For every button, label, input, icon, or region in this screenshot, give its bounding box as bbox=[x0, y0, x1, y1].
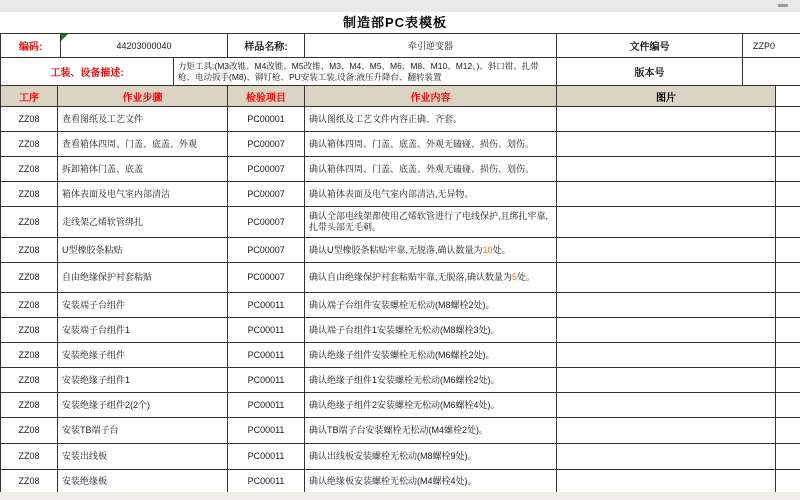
code-value: 44203000040 bbox=[116, 40, 172, 51]
picture-cell[interactable] bbox=[557, 107, 776, 132]
inspection-item-cell[interactable]: PC00011 bbox=[228, 343, 305, 368]
process-cell[interactable]: ZZ08 bbox=[1, 238, 58, 263]
process-cell[interactable]: ZZ08 bbox=[1, 207, 58, 238]
table-row bbox=[1, 132, 800, 157]
step-cell[interactable]: 自由绝缘保护衬套粘贴 bbox=[58, 263, 228, 293]
table-row bbox=[1, 393, 800, 418]
step-cell[interactable]: 安装绝缘子组件 bbox=[58, 343, 228, 368]
process-cell[interactable]: ZZ08 bbox=[1, 368, 58, 393]
sliver-cell[interactable] bbox=[776, 107, 800, 132]
header-content[interactable]: 作业内容 bbox=[305, 86, 557, 107]
table-row bbox=[1, 293, 800, 318]
process-cell[interactable]: ZZ08 bbox=[1, 263, 58, 293]
code-label-cell[interactable]: 编码: bbox=[1, 34, 61, 58]
content-cell[interactable]: 确认出线板安装螺栓无松动(M8螺栓9处)。 bbox=[305, 444, 557, 470]
picture-cell[interactable] bbox=[557, 343, 776, 368]
sliver-cell[interactable] bbox=[776, 157, 800, 182]
header-picture[interactable]: 图片 bbox=[557, 86, 776, 107]
inspection-item-cell[interactable]: PC00007 bbox=[228, 263, 305, 293]
inspection-item-cell[interactable]: PC00011 bbox=[228, 418, 305, 444]
info-row-1 bbox=[1, 34, 800, 58]
header-item[interactable]: 检验项目 bbox=[228, 86, 305, 107]
inspection-item-cell[interactable]: PC00011 bbox=[228, 444, 305, 470]
process-cell[interactable]: ZZ08 bbox=[1, 107, 58, 132]
inspection-item-cell[interactable]: PC00011 bbox=[228, 470, 305, 493]
content-cell[interactable]: 确认绝缘子组件安装螺栓无松动(M6螺栓2处)。 bbox=[305, 343, 557, 368]
process-cell[interactable]: ZZ08 bbox=[1, 444, 58, 470]
picture-cell[interactable] bbox=[557, 238, 776, 263]
inspection-item-cell[interactable]: PC00007 bbox=[228, 238, 305, 263]
process-cell[interactable]: ZZ08 bbox=[1, 393, 58, 418]
highlighted-count: 10 bbox=[482, 244, 493, 255]
excel-error-indicator-icon bbox=[61, 34, 68, 41]
sliver-cell[interactable] bbox=[776, 343, 800, 368]
version-label-cell[interactable]: 版本号 bbox=[557, 58, 743, 86]
sliver-cell[interactable] bbox=[776, 132, 800, 157]
picture-cell[interactable] bbox=[557, 293, 776, 318]
sliver-cell[interactable] bbox=[776, 182, 800, 207]
inspection-item-cell[interactable]: PC00011 bbox=[228, 368, 305, 393]
picture-cell[interactable] bbox=[557, 132, 776, 157]
tooling-value-cell[interactable] bbox=[174, 58, 557, 86]
process-cell[interactable]: ZZ08 bbox=[1, 418, 58, 444]
content-cell[interactable]: 确认绝缘子组件1安装螺栓无松动(M6螺栓2处)。 bbox=[305, 368, 557, 393]
table-row bbox=[1, 182, 800, 207]
sliver-cell[interactable] bbox=[776, 238, 800, 263]
doc-number-value-cell[interactable]: ZZP0 bbox=[743, 34, 800, 58]
picture-cell[interactable] bbox=[557, 182, 776, 207]
content-cell[interactable]: 确认绝缘子组件2安装螺栓无松动(M6螺栓4处)。 bbox=[305, 393, 557, 418]
header-sliver-cell[interactable] bbox=[776, 86, 800, 107]
sliver-cell[interactable] bbox=[776, 418, 800, 444]
title-bar bbox=[0, 0, 800, 12]
inspection-item-cell[interactable]: PC00001 bbox=[228, 107, 305, 132]
picture-cell[interactable] bbox=[557, 444, 776, 470]
table-row bbox=[1, 343, 800, 368]
header-process[interactable]: 工序 bbox=[1, 86, 58, 107]
process-cell[interactable]: ZZ08 bbox=[1, 318, 58, 343]
content-cell[interactable]: 确认自由绝缘保护衬套粘贴牢靠,无脱落,确认数量为5处。 bbox=[305, 263, 557, 293]
inspection-item-cell[interactable]: PC00011 bbox=[228, 393, 305, 418]
table-row bbox=[1, 107, 800, 132]
table-row bbox=[1, 368, 800, 393]
titlebar-dash-icon bbox=[778, 4, 788, 7]
highlighted-count: 5 bbox=[512, 272, 518, 282]
sheet-grid bbox=[0, 33, 800, 493]
table-row bbox=[1, 238, 800, 263]
step-cell[interactable]: 走线架乙烯软管绑扎 bbox=[58, 207, 228, 238]
picture-cell[interactable] bbox=[557, 157, 776, 182]
process-cell[interactable]: ZZ08 bbox=[1, 157, 58, 182]
process-cell[interactable]: ZZ08 bbox=[1, 293, 58, 318]
step-cell[interactable]: 安装绝缘子组件1 bbox=[58, 368, 228, 393]
inspection-item-cell[interactable]: PC00007 bbox=[228, 132, 305, 157]
sample-name-value-cell[interactable]: 牵引逆变器 bbox=[305, 34, 557, 58]
step-cell[interactable]: 安装端子台组件 bbox=[58, 293, 228, 318]
content-cell[interactable]: 确认U型橡胶条粘贴牢靠,无脱落,确认数量为10处。 bbox=[305, 238, 557, 263]
header-step[interactable]: 作业步骤 bbox=[58, 86, 228, 107]
sliver-cell[interactable] bbox=[776, 393, 800, 418]
page-title: 制造部PC表模板 bbox=[342, 15, 448, 30]
content-cell[interactable]: 确认绝缘板安装螺栓无松动(M4螺栓4处)。 bbox=[305, 470, 557, 493]
code-value-cell[interactable] bbox=[61, 34, 228, 58]
picture-cell[interactable] bbox=[557, 393, 776, 418]
picture-cell[interactable] bbox=[557, 368, 776, 393]
content-cell[interactable]: 确认箱体表面及电气室内部清洁,无异物。 bbox=[305, 182, 557, 207]
sliver-cell[interactable] bbox=[776, 207, 800, 238]
content-cell[interactable]: 确认端子台组件安装螺栓无松动(M8螺栓2处)。 bbox=[305, 293, 557, 318]
table-row bbox=[1, 444, 800, 470]
step-cell[interactable]: 箱体表面及电气室内部清洁 bbox=[58, 182, 228, 207]
table-body bbox=[1, 107, 800, 493]
step-cell[interactable]: 安装出线板 bbox=[58, 444, 228, 470]
process-cell[interactable]: ZZ08 bbox=[1, 132, 58, 157]
picture-cell[interactable] bbox=[557, 263, 776, 293]
step-cell[interactable]: 安装TB端子台 bbox=[58, 418, 228, 444]
sliver-cell[interactable] bbox=[776, 368, 800, 393]
table-row bbox=[1, 470, 800, 493]
inspection-item-cell[interactable]: PC00007 bbox=[228, 207, 305, 238]
step-cell[interactable]: 安装绝缘子组件2(2个) bbox=[58, 393, 228, 418]
content-cell[interactable]: 确认箱体四周、门盖、底盖、外观无磕碰、损伤、划伤。 bbox=[305, 157, 557, 182]
picture-cell[interactable] bbox=[557, 207, 776, 238]
content-cell[interactable]: 确认端子台组件1安装螺栓无松动(M8螺栓3处)。 bbox=[305, 318, 557, 343]
step-cell[interactable]: U型橡胶条粘贴 bbox=[58, 238, 228, 263]
sliver-cell[interactable] bbox=[776, 263, 800, 293]
sliver-cell[interactable] bbox=[776, 444, 800, 470]
process-cell[interactable]: ZZ08 bbox=[1, 182, 58, 207]
sliver-cell[interactable] bbox=[776, 470, 800, 493]
step-cell[interactable]: 查看箱体四周、门盖、底盖、外观 bbox=[58, 132, 228, 157]
info-row-2 bbox=[1, 58, 800, 86]
tooling-label-cell[interactable]: 工装、设备描述: bbox=[1, 58, 174, 86]
doc-number-label-cell[interactable]: 文件编号 bbox=[557, 34, 743, 58]
inspection-item-cell[interactable]: PC00007 bbox=[228, 182, 305, 207]
sample-name-label-cell[interactable]: 样品名称: bbox=[228, 34, 305, 58]
table-row bbox=[1, 263, 800, 293]
table-row bbox=[1, 418, 800, 444]
inspection-item-cell[interactable]: PC00011 bbox=[228, 293, 305, 318]
table-row bbox=[1, 207, 800, 238]
step-cell[interactable]: 安装绝缘板 bbox=[58, 470, 228, 493]
sheet-bottom-strip bbox=[0, 492, 800, 500]
content-cell[interactable]: 确认全部电线架都使用乙烯软管进行了电线保护,且绑扎牢靠,扎带头部无毛刺。 bbox=[305, 207, 557, 238]
content-cell[interactable]: 确认图纸及工艺文件内容正确、齐套。 bbox=[305, 107, 557, 132]
process-cell[interactable]: ZZ08 bbox=[1, 343, 58, 368]
version-value-cell[interactable] bbox=[743, 58, 800, 86]
process-cell[interactable]: ZZ08 bbox=[1, 470, 58, 493]
inspection-item-cell[interactable]: PC00007 bbox=[228, 157, 305, 182]
inspection-item-cell[interactable]: PC00011 bbox=[228, 318, 305, 343]
table-row bbox=[1, 318, 800, 343]
picture-cell[interactable] bbox=[557, 318, 776, 343]
picture-cell[interactable] bbox=[557, 470, 776, 493]
picture-cell[interactable] bbox=[557, 418, 776, 444]
sliver-cell[interactable] bbox=[776, 318, 800, 343]
step-cell[interactable]: 拆卸箱体门盖、底盖 bbox=[58, 157, 228, 182]
step-cell[interactable]: 查看图纸及工艺文件 bbox=[58, 107, 228, 132]
sliver-cell[interactable] bbox=[776, 293, 800, 318]
tooling-description: 力矩工具:(M3改锥、M4改锥、M5改锥、M3、M4、M5、M6、M8、M10、M12、)、斜口钳、扎带枪、电动扳手(M8)、铆钉枪、PU安装工装,设备:液压升降台、翻转装置 bbox=[178, 60, 539, 82]
step-cell[interactable]: 安装端子台组件1 bbox=[58, 318, 228, 343]
content-cell[interactable]: 确认箱体四周、门盖、底盖、外观无磕碰、损伤、划伤。 bbox=[305, 132, 557, 157]
table-header-row bbox=[1, 86, 800, 107]
content-cell[interactable]: 确认TB端子台安装螺栓无松动(M4螺栓2处)。 bbox=[305, 418, 557, 444]
table-row bbox=[1, 157, 800, 182]
